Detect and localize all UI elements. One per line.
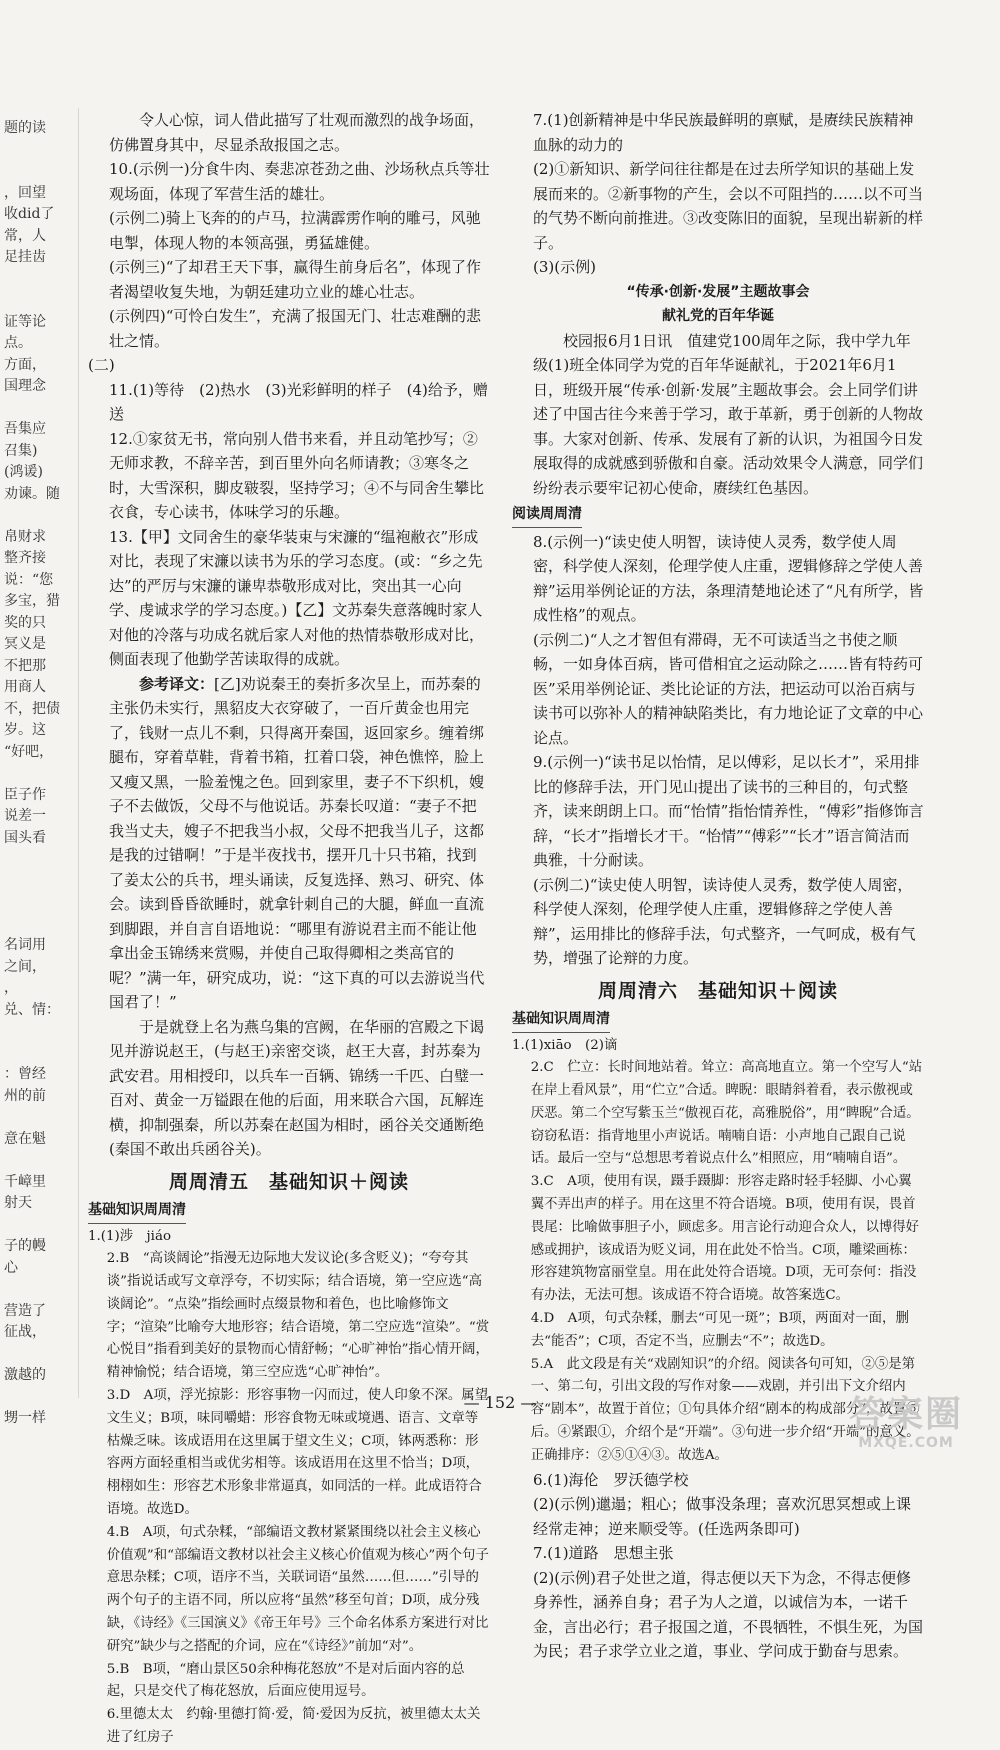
subsection-title-basic: 基础知识周周清 [88, 1198, 186, 1224]
gutter-fragment: 子的幔 [4, 1238, 46, 1254]
s6-answer-3: 3.C A项，使用有误，蹑手蹑脚：形容走路时轻手轻脚、小心翼翼不弄出声的样子。用在这里不符合语境。B项，使用有误，畏首畏尾：比喻做事胆子小，顾虑多。用言论行动迎合众人，以博得好感或拥护，该成语为贬义词，用在此处不恰当。C项，雕梁画栋：形容建筑物富丽堂皇。用在此处符合语境。D项，无可奈何：指没有办法，无法可想。该成语不符合语境。故答案选C。 [530, 1174, 920, 1304]
answer-paragraph: 令人心惊，词人借此描写了壮观而激烈的战争场面，仿佛置身其中，尽显杀敌报国之志。 [109, 111, 485, 154]
s5-answer-2: 2.B “高谈阔论”指漫无边际地大发议论(多含贬义)；“夸夸其谈”指说话或写文章浮夸，不切实际；结合语境，第一空应选“高谈阔论”。“点染”指绘画时点缀景物和着色，也比喻修饰文字；“渲染”比喻夸大地形容；结合语境，第二空应选“渲染”。“赏心悦目”指看到美好的景物而心情舒畅；“心旷神怡”指心情开阔，精神愉悦；结合语境，第三空应选“心旷神怡”。 [106, 1251, 490, 1381]
part-heading: (二) [88, 356, 115, 374]
s6-answer-4: 4.D A项，句式杂糅，删去“可见一斑”；B项，两面对一面，删去“能否”；C项，否定不当，应删去“不”；故选D。 [530, 1311, 909, 1349]
answer-q9-ex2: (示例二)“读史使人明智，读诗使人灵秀，数学使人周密，科学使人深刻，伦理学使人庄重，逻辑修辞之学使人善辩”，运用排比的修辞手法，句式整齐，一气呵成，极有气势，增强了论辩的力度。 [533, 875, 916, 967]
answer-q7-1: 7.(1)创新精神是中华民族最鲜明的禀赋，是赓续民族精神血脉的动力的 [533, 111, 914, 154]
gutter-fragment: 多宝，猎 [4, 593, 60, 609]
watermark [826, 1395, 986, 1453]
answer-q8-ex2: (示例二)“人之才智但有滞碍，无不可读适当之书使之顺畅，一如身体百病，皆可借相宜之运动除之……皆有特药可医”采用举例论证、类比论证的方法，把运动可以治百病与读书可以弥补人的精神缺陷类比，有力地论证了文章的中心论点。 [533, 630, 924, 747]
subsection-title-reading: 阅读周周清 [512, 502, 582, 528]
answer-q12: 12.①家贫无书，常向别人借书来看，并且动笔抄写；②无师求教，不辞辛苦，到百里外向名师请教；③寒冬之时，大雪深积，脚皮皲裂，坚持学习；④不与同舍生攀比衣食，专心读书，体味学习的乐趣。 [109, 429, 485, 521]
gutter-fragment: 国头看 [4, 829, 46, 846]
s6-answer-7: 7.(1)道路 思想主张 [533, 1544, 674, 1563]
answer-q7-2: (2)①新知识、新学问往往都是在过去所学知识的基础上发展而来的。②新事物的产生，会以不可阻挡的……以不可当的气势不断向前推进。③改变陈旧的面貌，呈现出崭新的样子。 [533, 160, 924, 252]
gutter-fragment: 吾集应 [4, 421, 46, 437]
gutter-fragment: ，回望 [4, 184, 46, 201]
section-title-week5: 周周清五 基础知识＋阅读 [168, 1170, 409, 1193]
translation-paragraph [88, 672, 490, 1015]
gutter-fragment: 奖的只 [4, 614, 46, 631]
gutter-fragment: 岁。这 [4, 722, 46, 738]
answer-q8-ex1: 8.(示例一)“读史使人明智，读诗使人灵秀，数学使人周密，科学使人深刻，伦理学使人庄重，逻辑修辞之学使人善辩”运用举例论证的方法，条理清楚地论述了“凡有所学，皆成性格”的观点。 [533, 532, 924, 624]
gutter-fragment: 不，把债 [4, 700, 60, 717]
news-subtitle: 献礼党的百年华诞 [662, 308, 774, 324]
gutter-fragment: 州的前 [4, 1087, 46, 1104]
gutter-fragment: 臣子作 [4, 786, 46, 803]
translation-label: 参考译文： [139, 674, 215, 693]
gutter-fragment: 点。 [4, 335, 32, 351]
gutter-fragment: 不把那 [4, 657, 46, 674]
s6-answer-2: 2.C 伫立：长时间地站着。耸立：高高地直立。第一个空写人“站在岸上看风景”，用“伫立”合适。睥睨：眼睛斜着看，表示傲视或厌恶。第二个空写紫玉兰“傲视百花，高雅脱俗”，用“睥睨”合适。窃窃私语：指背地里小声说话。喃喃自语：小声地自己跟自己说话。最后一空与“总想思考着说点什么”相照应，用“喃喃自语”。 [530, 1060, 923, 1167]
answer-q7-3: (3)(示例) [533, 258, 596, 276]
gutter-fragment: 征战， [4, 1324, 46, 1340]
gutter-fragment: 说差一 [4, 808, 46, 824]
news-body: 校园报6月1日讯 值建党100周年之际，我中学九年级(1)班全体同学为党的百年华诞献礼，于2021年6月1日，班级开展“传承·创新·发展”主题故事会。会上同学们讲述了中国古往今来善于学习，敢于革新，勇于创新的人物故事。大家对创新、传承、发展有了新的认识，为祖国今日发展取得的成就感到骄傲和自豪。活动效果令人满意，同学们纷纷表示要牢记初心使命，赓续红色基因。 [533, 331, 924, 497]
s6-answer-7-2: (2)(示例)君子处世之道，得志便以天下为念，不得志便修身养性，涵养自身；君子为人之道，以诚信为本，一诺千金，言出必行；君子报国之道，不畏牺牲，不惧生死，为国为民；君子求学立业之道，事业、学问成于勤奋与思索。 [533, 1568, 924, 1661]
gutter-fragment: 兑、情： [4, 1001, 60, 1018]
gutter-fragment: 千嶂里 [4, 1173, 46, 1190]
gutter-fragment: 冥义是 [4, 636, 46, 652]
watermark-url: MXQE.COM [858, 1435, 954, 1451]
subsection-title-basic-6: 基础知识周周清 [512, 1007, 610, 1033]
gutter-fragment: 召集) [4, 442, 38, 459]
watermark-text: 答案圈 [848, 1394, 963, 1435]
gutter-fragment: 题的读 [4, 120, 46, 136]
s6-answer-1: 1.(1)xiāo (2)谪 [512, 1037, 618, 1053]
gutter-fragment: 劝谏。随 [4, 485, 60, 502]
section-title-week6: 周周清六 基础知识＋阅读 [597, 979, 838, 1002]
gutter-fragment: 意在魁 [4, 1130, 46, 1147]
gutter-fragment: 方面， [4, 356, 46, 373]
answer-q11: 11.(1)等待 (2)热水 (3)光彩鲜明的样子 (4)给予，赠送 [109, 380, 488, 423]
s5-answer-5: 5.B B项，“磨山景区50余种梅花怒放”不是对后面内容的总起，只是交代了梅花怒放，后面应使用逗号。 [106, 1661, 465, 1700]
answer-q13: 13.【甲】文同舍生的豪华装束与宋濂的“缊袍敝衣”形成对比，表现了宋濂以读书为乐的学习态度。(或：“乡之先达”的严厉与宋濂的谦卑恭敬形成对比，突出其一心向学、虔诚求学的学习态度。)【乙】文苏秦失意落魄时家人对他的冷落与功成名就后家人对他的热情恭敬形成对比，侧面表现了他勤学苦读取得的成就。 [109, 527, 485, 668]
gutter-fragment: 之间， [4, 958, 46, 975]
gutter-fragment: 常，人 [4, 227, 46, 244]
gutter-fragment: 收did了 [4, 206, 55, 222]
s5-answer-3: 3.D A项，浮光掠影：形容事物一闪而过，使人印象不深。属望文生义；B项，味同嚼蜡：形容食物无味或境遇、语言、文章等枯燥乏味。该成语用在这里属于望文生义；C项，钵两悉称：形容两方面轻重相当或优劣相等。该成语用在这里不恰当；D项，栩栩如生：形容艺术形象非常逼真，如同活的一样。此成语符合语境。故选D。 [106, 1388, 489, 1518]
s6-answer-6: 6.(1)海伦 罗沃德学校 [533, 1470, 689, 1489]
answer-q10-ex3: (示例三)“了却君王天下事，赢得生前身后名”，体现了作者渴望收复失地，为朝廷建功立业的雄心壮志。 [109, 258, 482, 301]
gutter-fragment: (鸿谖) [4, 464, 43, 480]
s6-answer-6-2: (2)(示例)邋遢；粗心；做事没条理；喜欢沉思冥想或上课经常走神；逆来顺受等。(任选两条即可) [533, 1495, 911, 1538]
answer-q10: 10.(示例一)分食牛肉、奏悲凉苍劲之曲、沙场秋点兵等壮观场面，体现了军营生活的雄壮。 [109, 160, 490, 203]
gutter-fragment: “好吧， [4, 743, 54, 760]
gutter-fragment: 营造了 [4, 1302, 46, 1319]
gutter-fragment: 国理念 [4, 378, 46, 394]
gutter-fragment: 激越的 [4, 1367, 46, 1383]
gutter-fragment: 证等论 [4, 313, 46, 330]
answer-q10-ex2: (示例二)骑上飞奔的的卢马，拉满霹雳作响的雕弓，风驰电掣，体现人物的本领高强，勇猛雄健。 [109, 209, 481, 252]
gutter-fragment: ， [4, 980, 18, 996]
gutter-fragment: ：曾经 [4, 1066, 46, 1082]
answer-q9-ex1: 9.(示例一)“读书足以怡情，足以傅彩，足以长才”，采用排比的修辞手法，开门见山提出了读书的三种目的，句式整齐，读来朗朗上口。而“怡情”指怡情养性，“傅彩”指修饰言辞，“长才”指增长才干。“怡情”“傅彩”“长才”语言简洁而典雅，十分耐读。 [533, 753, 924, 869]
gutter-fragment: 用商人 [4, 679, 46, 695]
left-column [88, 108, 490, 1750]
answer-q10-ex4: (示例四)“可怜白发生”，充满了报国无门、壮志难酬的悲壮之情。 [109, 307, 482, 350]
news-title: “传承·创新·发展”主题故事会 [626, 283, 810, 300]
left-gutter-cropped-text [0, 108, 79, 1426]
gutter-fragment: 说：“您 [4, 571, 54, 588]
s5-answer-4: 4.B A项，句式杂糅，“部编语文教材紧紧围绕以社会主义核心价值观”和“部编语文教材以社会主义核心价值观为核心”两个句子意思杂糅；C项，语序不当，关联词语“虽然……但……”引导的两个句子的主语不同，所以应将“虽然”移至句首；D项，成分残缺，《诗经》《三国演义》《帝王年号》三个命名体系方案进行对比研究”缺少与之搭配的介词，应在“《诗经》”前加“对”。 [106, 1524, 489, 1654]
gutter-fragment: 帛财求 [4, 528, 46, 545]
gutter-fragment: 甥一样 [4, 1410, 46, 1426]
page-number: — 152 — [463, 1393, 537, 1412]
s5-answer-1: 1.(1)涉 jiáo [88, 1228, 172, 1244]
gutter-fragment: 心 [4, 1259, 18, 1276]
gutter-fragment: 射天 [4, 1195, 32, 1211]
gutter-fragment: 足挂齿 [4, 249, 46, 265]
translation-paragraph-2: 于是就登上名为燕乌集的宫阙，在华丽的宫殿之下谒见并游说赵王，(与赵王)亲密交谈，赵王大喜，封苏秦为武安君。用相授印，以兵车一百辆、锦绣一千匹、白璧一百对、黄金一万镒跟在他的后面，用来联合六国，瓦解连横，抑制强秦，所以苏秦在赵国为相时，函谷关交通断绝(秦国不敢出兵函谷关)。 [109, 1017, 485, 1158]
gutter-fragment: 整齐接 [4, 550, 46, 566]
s6-answer-5: 5.A 此文段是有关“戏剧知识”的介绍。阅读各句可知，②⑤是第一、第二句，引出文段的写作对象——戏剧，并引出下文介绍内容“剧本”，故置于首位；①句具体介绍“剧本的构成部分”，故置⑤后。④紧跟①，介绍个是“开端”。③句进一步介绍“开端”的意义。正确排序：②⑤①④③。故选A。 [530, 1356, 920, 1463]
gutter-fragment: 名词用 [4, 937, 46, 953]
translation-text: [乙]劝说秦王的奏折多次呈上，而苏秦的主张仍未实行，黑貂皮大衣穿破了，一百斤黄金也用完了，钱财一点儿不剩，只得离开秦国，返回家乡。缠着绑腿布，穿着草鞋，背着书箱，扛着口袋，神色憔悴，脸上又瘦又黑，一脸羞愧之色。回到家里，妻子不下织机，嫂子不去做饭，父母不与他说话。苏秦长叹道：“妻子不把我当丈夫，嫂子不把我当小叔，父母不把我当儿子，这都是我的过错啊！”于是半夜找书，摆开几十只书箱，找到了姜太公的兵书，埋头诵读，反复选择、熟习、研究、体会。读到昏昏欲睡时，就拿针刺自己的大腿，鲜血一直流到脚跟，并自言自语地说：“哪里有游说君主而不能让他拿出金玉锦绣来赏赐，并使自己取得卿相之类高官的呢？”满一年，研究成功，说：“这下真的可以去游说当代国君了！” [109, 674, 485, 1011]
s5-answer-6: 6.里德太太 约翰·里德打简·爱，简·爱因为反抗，被里德太太关进了红房子 [106, 1707, 481, 1746]
